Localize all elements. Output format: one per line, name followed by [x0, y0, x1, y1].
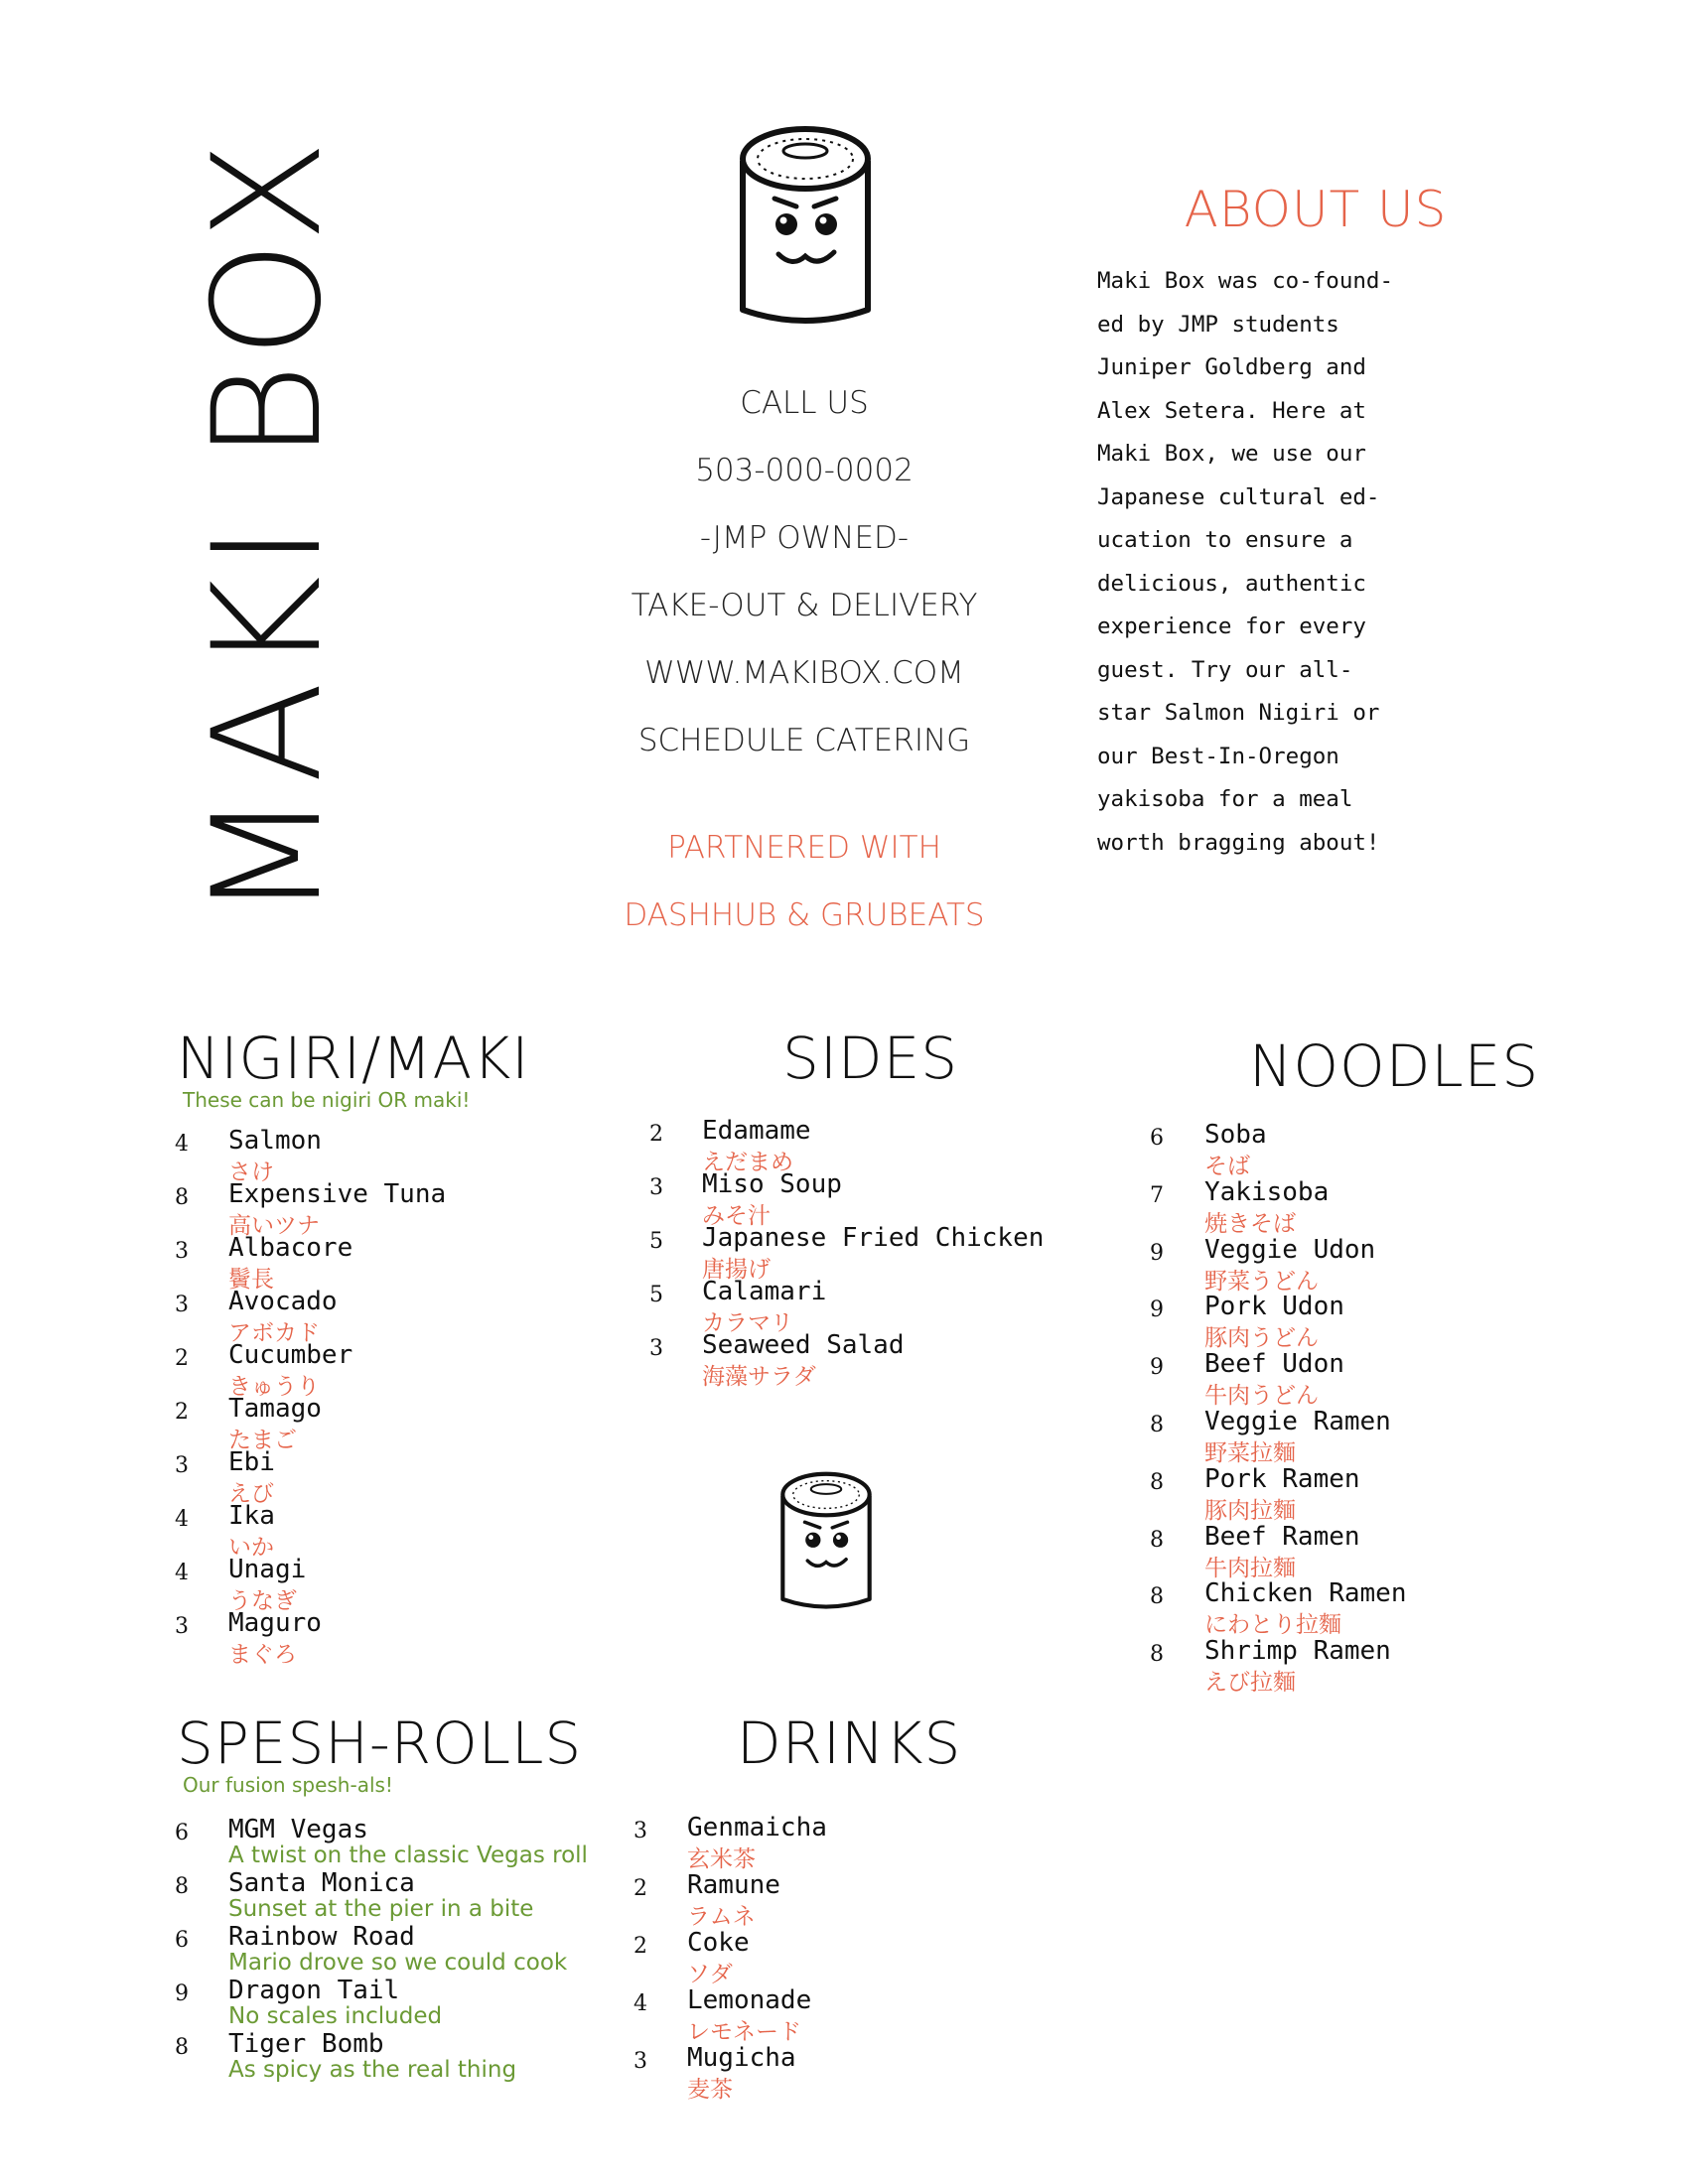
about-line: Japanese cultural ed- — [1097, 483, 1380, 510]
about-line: ed by JMP students — [1097, 311, 1339, 338]
item-name[interactable]: Veggie Udon — [1204, 1234, 1376, 1265]
item-name[interactable]: Santa Monica — [228, 1868, 415, 1898]
item-price: 8 — [175, 1185, 189, 1210]
item-price: 8 — [1150, 1469, 1164, 1495]
item-price: 8 — [175, 1874, 189, 1899]
item-name[interactable]: Veggie Ramen — [1204, 1407, 1391, 1436]
item-japanese-name: カラマリ — [702, 1310, 793, 1336]
item-name[interactable]: Maguro — [228, 1608, 322, 1638]
item-japanese-name: 牛肉拉麵 — [1204, 1555, 1296, 1581]
item-name[interactable]: Seaweed Salad — [702, 1330, 905, 1360]
item-price: 4 — [633, 1991, 647, 2016]
item-name[interactable]: Yakisoba — [1204, 1176, 1330, 1207]
item-japanese-name: 豚肉拉麵 — [1204, 1497, 1296, 1524]
item-name[interactable]: Unagi — [228, 1555, 307, 1584]
item-price: 9 — [175, 1981, 189, 2006]
about-line: guest. Try our all- — [1097, 656, 1353, 683]
item-name[interactable]: Chicken Ramen — [1204, 1578, 1407, 1609]
maki-roll-mascot-small-icon — [774, 1467, 878, 1614]
item-name[interactable]: Ramune — [687, 1870, 780, 1900]
item-name[interactable]: Mugicha — [687, 2043, 796, 2073]
item-japanese-name: えだまめ — [702, 1150, 793, 1175]
item-japanese-name: 玄米茶 — [687, 1846, 756, 1872]
item-japanese-name: 鬢長 — [228, 1267, 274, 1293]
item-name[interactable]: Salmon — [228, 1126, 322, 1156]
item-japanese-name: さけ — [228, 1160, 274, 1185]
item-japanese-name: まぐろ — [228, 1642, 297, 1668]
item-japanese-name: たまご — [228, 1428, 297, 1453]
item-price: 4 — [175, 1561, 189, 1585]
item-japanese-name: いか — [228, 1535, 274, 1561]
nigiri-title: NIGIRI/MAKI — [177, 1024, 530, 1092]
noodles-title: NOODLES — [1249, 1032, 1540, 1100]
item-name[interactable]: Rainbow Road — [228, 1922, 415, 1952]
item-price: 3 — [649, 1336, 663, 1361]
item-price: 9 — [1150, 1297, 1164, 1323]
item-japanese-name: えび — [228, 1481, 274, 1507]
about-line: yakisoba for a meal — [1097, 786, 1353, 812]
spesh-title: SPESH-ROLLS — [177, 1709, 583, 1777]
item-price: 8 — [1150, 1584, 1164, 1610]
item-price: 3 — [633, 2049, 647, 2074]
nigiri-subtitle: These can be nigiri OR maki! — [183, 1088, 471, 1112]
partner-label: PARTNERED WITH — [667, 830, 941, 866]
item-japanese-name: 焼きそば — [1204, 1210, 1296, 1237]
item-japanese-name: 高いツナ — [228, 1213, 320, 1239]
item-price: 3 — [633, 1819, 647, 1843]
drinks-title: DRINKS — [737, 1709, 962, 1777]
item-price: 3 — [175, 1293, 189, 1317]
item-price: 6 — [175, 1821, 189, 1845]
spesh-subtitle: Our fusion spesh-als! — [183, 1773, 393, 1797]
maki-roll-mascot-icon — [731, 121, 880, 330]
item-japanese-name: 牛肉うどん — [1204, 1383, 1319, 1410]
item-price: 2 — [175, 1400, 189, 1425]
item-price: 4 — [175, 1507, 189, 1532]
item-price: 8 — [1150, 1642, 1164, 1668]
item-name[interactable]: Beef Ramen — [1204, 1521, 1360, 1552]
item-price: 3 — [175, 1614, 189, 1639]
item-name[interactable]: Tamago — [228, 1394, 322, 1424]
item-price: 8 — [175, 2035, 189, 2060]
contact-call-label: CALL US — [740, 385, 869, 421]
item-japanese-name: 海藻サラダ — [702, 1364, 816, 1390]
about-line: our Best-In-Oregon — [1097, 743, 1339, 769]
item-japanese-name: 野菜うどん — [1204, 1268, 1319, 1295]
item-japanese-name: きゅうり — [228, 1374, 320, 1400]
item-description: As spicy as the real thing — [228, 2057, 517, 2083]
item-japanese-name: うなぎ — [228, 1588, 297, 1614]
item-japanese-name: 豚肉うどん — [1204, 1325, 1319, 1352]
item-description: Sunset at the pier in a bite — [228, 1896, 534, 1922]
item-name[interactable]: Pork Udon — [1204, 1292, 1344, 1322]
item-name[interactable]: Genmaicha — [687, 1813, 827, 1843]
item-price: 3 — [175, 1239, 189, 1264]
about-line: Alex Setera. Here at — [1097, 397, 1366, 424]
item-price: 2 — [649, 1122, 663, 1147]
item-name[interactable]: Soba — [1204, 1120, 1267, 1150]
item-name[interactable]: Avocado — [228, 1287, 338, 1316]
item-price: 5 — [649, 1283, 663, 1307]
item-name[interactable]: Coke — [687, 1928, 750, 1958]
brand-title: MAKI BOX — [182, 132, 354, 920]
item-name[interactable]: MGM Vegas — [228, 1815, 368, 1844]
item-name[interactable]: Beef Udon — [1204, 1349, 1344, 1380]
item-japanese-name: アボカド — [228, 1320, 320, 1346]
item-name[interactable]: Albacore — [228, 1233, 353, 1263]
sides-title: SIDES — [782, 1024, 959, 1092]
about-line: Maki Box was co-found- — [1097, 268, 1394, 294]
item-name[interactable]: Shrimp Ramen — [1204, 1636, 1391, 1667]
item-japanese-name: 唐揚げ — [702, 1257, 771, 1283]
item-price: 8 — [1150, 1527, 1164, 1553]
about-line: ucation to ensure a — [1097, 527, 1353, 553]
item-description: A twist on the classic Vegas roll — [228, 1843, 588, 1868]
item-name[interactable]: Pork Ramen — [1204, 1463, 1360, 1494]
item-price: 2 — [633, 1934, 647, 1959]
about-line: delicious, authentic — [1097, 570, 1366, 597]
item-description: No scales included — [228, 2003, 443, 2029]
item-japanese-name: ソダ — [687, 1962, 733, 1987]
item-japanese-name: レモネード — [687, 2019, 801, 2045]
item-price: 6 — [175, 1928, 189, 1953]
about-line: Juniper Goldberg and — [1097, 354, 1366, 380]
item-description: Mario drove so we could cook — [228, 1950, 568, 1976]
item-name[interactable]: Calamari — [702, 1277, 827, 1306]
item-japanese-name: ラムネ — [687, 1904, 756, 1930]
contact-catering[interactable]: SCHEDULE CATERING — [637, 723, 971, 758]
item-price: 8 — [1150, 1413, 1164, 1437]
about-line: star Salmon Nigiri or — [1097, 700, 1380, 726]
about-line: experience for every — [1097, 614, 1366, 639]
contact-service: TAKE-OUT & DELIVERY — [631, 588, 978, 623]
item-price: 2 — [633, 1876, 647, 1901]
item-name[interactable]: Dragon Tail — [228, 1976, 400, 2005]
item-japanese-name: そば — [1204, 1154, 1250, 1179]
item-name[interactable]: Ebi — [228, 1447, 275, 1477]
item-japanese-name: 野菜拉麵 — [1204, 1440, 1296, 1466]
about-line: worth bragging about! — [1097, 829, 1380, 856]
item-name[interactable]: Miso Soup — [702, 1169, 842, 1199]
item-price: 9 — [1150, 1355, 1164, 1381]
contact-owned: -JMP OWNED- — [699, 520, 910, 556]
item-name[interactable]: Tiger Bomb — [228, 2029, 384, 2059]
contact-phone[interactable]: 503-000-0002 — [695, 453, 914, 488]
item-japanese-name: えび拉麵 — [1204, 1670, 1296, 1697]
item-price: 5 — [649, 1229, 663, 1254]
item-japanese-name: にわとり拉麵 — [1204, 1612, 1341, 1639]
item-price: 4 — [175, 1132, 189, 1157]
item-name[interactable]: Edamame — [702, 1116, 811, 1146]
item-price: 3 — [649, 1175, 663, 1200]
item-price: 9 — [1150, 1240, 1164, 1266]
item-name[interactable]: Cucumber — [228, 1340, 353, 1370]
item-name[interactable]: Lemonade — [687, 1985, 812, 2015]
item-price: 7 — [1150, 1182, 1164, 1208]
item-japanese-name: 麦茶 — [687, 2077, 733, 2103]
about-heading: ABOUT US — [1184, 181, 1448, 238]
about-line: Maki Box, we use our — [1097, 441, 1366, 467]
item-price: 3 — [175, 1453, 189, 1478]
item-name[interactable]: Japanese Fried Chicken — [702, 1223, 1045, 1253]
item-price: 6 — [1150, 1126, 1164, 1151]
partner-names: DASHHUB & GRUBEATS — [624, 897, 985, 933]
item-name[interactable]: Ika — [228, 1501, 275, 1531]
item-price: 2 — [175, 1346, 189, 1371]
item-japanese-name: みそ汁 — [702, 1203, 771, 1229]
contact-website[interactable]: WWW.MAKIBOX.COM — [644, 655, 964, 691]
item-name[interactable]: Expensive Tuna — [228, 1179, 447, 1209]
